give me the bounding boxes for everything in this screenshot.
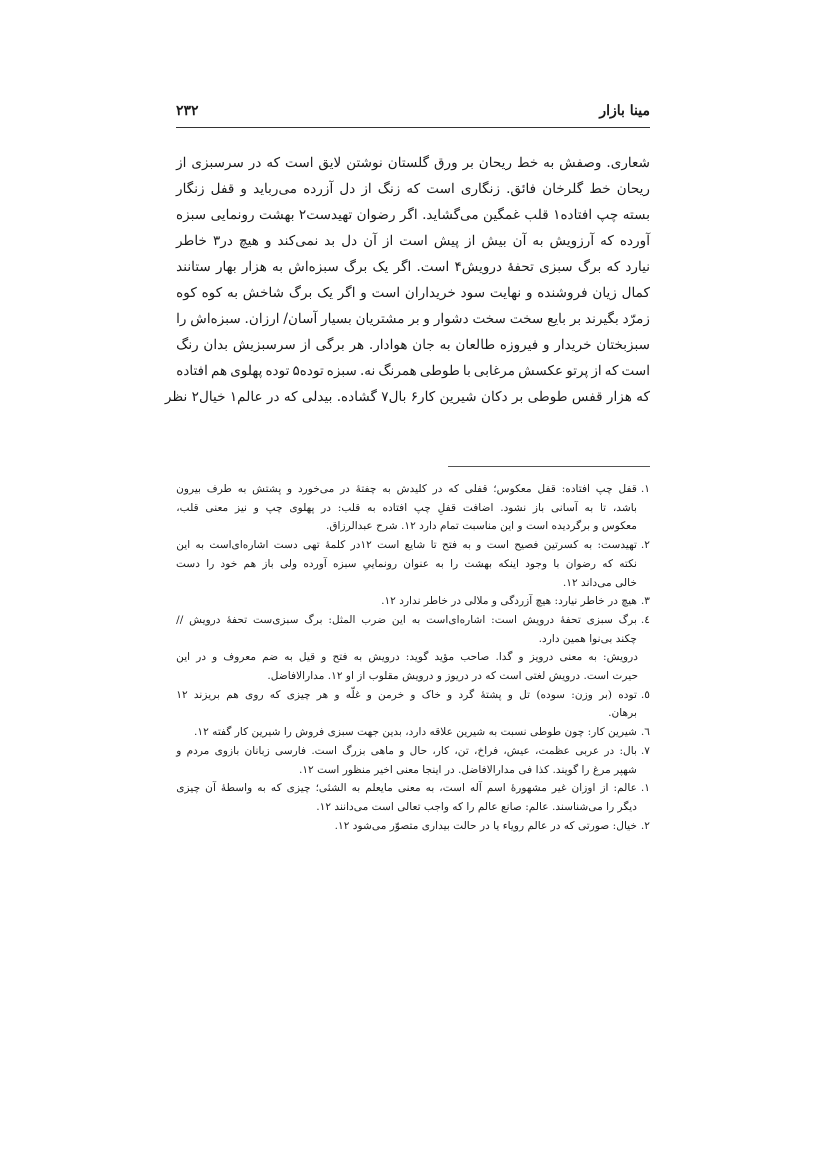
page-number: ۲۳۲ xyxy=(176,103,199,119)
footnote-number: ۳. xyxy=(640,595,650,608)
running-title: مینا بازار xyxy=(599,103,650,119)
running-head xyxy=(176,103,650,127)
body-line: شعاری. وصفش به خط ریحان بر ورق گلستان نوشتن لایق است که در سرسبزی از xyxy=(176,155,650,171)
footnote-number: ۱. xyxy=(640,483,650,495)
footnote-line: معکوس و برگردیده است و این مناسبت تمام دارد ۱۲. شرح عبدالرزاق. xyxy=(325,520,637,533)
footnote-number: ۱. xyxy=(640,782,650,795)
footnote-line: عالم: از اوزان غیر مشهورهٔ اسم آله است، به معنی مایعلم به الشئی؛ چیزی که به واسطهٔ آن چیزی xyxy=(176,782,637,795)
body-line: ریحان خط گلرخان فائق. زنگاری است که زنگ از دل آزرده می‌رباید و قفل زنگار xyxy=(176,181,650,197)
body-line: زمرّد بگیرند بر بایع سخت سخت دشوار و بر مشتریان بسیار آسان/ ارزان. سبزه‌اش را xyxy=(176,311,650,327)
body-line: آورده که آرزویش به آن بیش از پیش است از آن دل بد نمی‌کند و هیچ در۳ خاطر xyxy=(176,233,650,249)
footnote-number: ٦. xyxy=(640,726,650,739)
footnote-line: برهان. xyxy=(608,707,637,720)
footnote-line: نکته که رضوان با وجود اینکه بهشت را به عنوان رونماییِ سبزه آورده ولی باز هم خود را دست xyxy=(176,557,637,570)
footnote-rule xyxy=(448,466,650,467)
footnote-line: شیرین کار: چون طوطی نسبت به شیرین علاقه دارد، بدین جهت سبزی فروش را شیرین کار گفته ۱۲. xyxy=(194,726,637,739)
footnote xyxy=(176,592,650,611)
footnote xyxy=(176,611,650,648)
footnote xyxy=(176,686,650,723)
footnote xyxy=(176,536,650,592)
footnote-line: باشد، تا به آسانی باز نشود. اضافت قفلِ چپ افتاده به قلب: در پهلوی چپ و نیز معنی قلب، xyxy=(176,501,637,514)
body-line: نیارد که برگ سبزی تحفهٔ درویش۴ است. اگر یک برگ سبزه‌اش به هزار بهار ستانند xyxy=(176,259,650,275)
footnote xyxy=(176,742,650,779)
header-rule xyxy=(176,127,650,128)
footnote-line: چکند بی‌نوا همین دارد. xyxy=(538,632,637,645)
footnote xyxy=(176,817,650,836)
body-line: که هزار قفس طوطی بر دکان شیرین کار۶ بال۷ گشاده. بیدلی که در عالم۱ خیال۲ نظر xyxy=(164,389,650,405)
footnote-line: برگ سبزی تحفهٔ درویش است: اشاره‌ای‌است به این ضرب المثل: برگ سبزی‌ست تحفهٔ درویش // xyxy=(176,613,637,626)
body-line: کمال زیان فروشنده و نهایت سود خریداران است و اگر یک برگ شاخش به کوه کوه xyxy=(176,285,650,301)
footnote xyxy=(176,723,650,742)
footnote-number: ٤. xyxy=(640,613,650,626)
footnote-number: ٥. xyxy=(640,688,650,701)
footnote-line: تهیدست: به کسرتین فصیح است و به فتح تا شایع است ۱۲در کلمهٔ تهی دست اشاره‌ای‌است به این xyxy=(176,539,637,552)
footnotes-block xyxy=(176,480,650,835)
footnote-number: ۲. xyxy=(640,539,650,552)
body-line: بسته چپ افتاده۱ قلب غمگین می‌گشاید. اگر رضوان تهیدست۲ بهشت رونمایی سبزه xyxy=(176,207,650,223)
footnote-line: شهپر مرغ را گویند. کذا فی مدارالافاضل. در اینجا معنی اخیر منظور است ۱۲. xyxy=(298,763,637,776)
footnote-line: دیگر را می‌شناسند. عالم: صانع عالم را که واجب تعالی است می‌دانند ۱۲. xyxy=(316,800,637,813)
footnote xyxy=(176,480,650,536)
body-line: سبزبختان خریدار و فیروزه طالعان به جان هوادار. هر برگی از سرسبزیش بدان رنگ xyxy=(176,337,650,353)
footnote-line: قفل چپ افتاده: قفل معکوس؛ قفلی که در کلیدش به چفتهٔ در می‌خورد و پشتش به طرف بیرون xyxy=(176,483,637,495)
footnote-line: توده (بر وزن: سوده) تل و پشتهٔ گرد و خاک و خرمن و غلّه و هر چیزی که روی هم بریزند ۱۲ xyxy=(176,688,637,701)
footnote-line: خالی می‌داند ۱۲. xyxy=(562,576,637,589)
footnote xyxy=(176,648,650,685)
footnote-line: بال: در عربی عظمت، عیش، فراخ، تن، کار، حال و ماهی بزرگ است. فارسی زبانان بازوی مردم و xyxy=(176,744,637,757)
body-line: است که از پرتو عکسش مرغابی با طوطی همرنگ نه. سبزه توده۵ توده پهلوی هم افتاده xyxy=(176,363,650,379)
footnote-number: ۷. xyxy=(640,744,650,757)
footnote-line: درویش: به معنی درویز و گدا. صاحب مؤید گوید: درویش به فتح و قیل به ضم معروف و در این xyxy=(176,651,638,664)
footnote-line: خیال: صورتی که در عالم رویاء یا در حالت بیداری متصوّر می‌شود ۱۲. xyxy=(334,819,637,832)
footnote-number: ۲. xyxy=(640,819,650,832)
footnote-line: حیرت است. درویش لغتی است که در دریوز و درویش مقلوب از او ۱۲. مدارالافاضل. xyxy=(267,670,638,683)
footnote-line: هیچ در خاطر نیارد: هیچ آزردگی و ملالی در خاطر ندارد ۱۲. xyxy=(381,595,637,608)
footnote xyxy=(176,779,650,816)
main-text-block xyxy=(164,150,650,410)
